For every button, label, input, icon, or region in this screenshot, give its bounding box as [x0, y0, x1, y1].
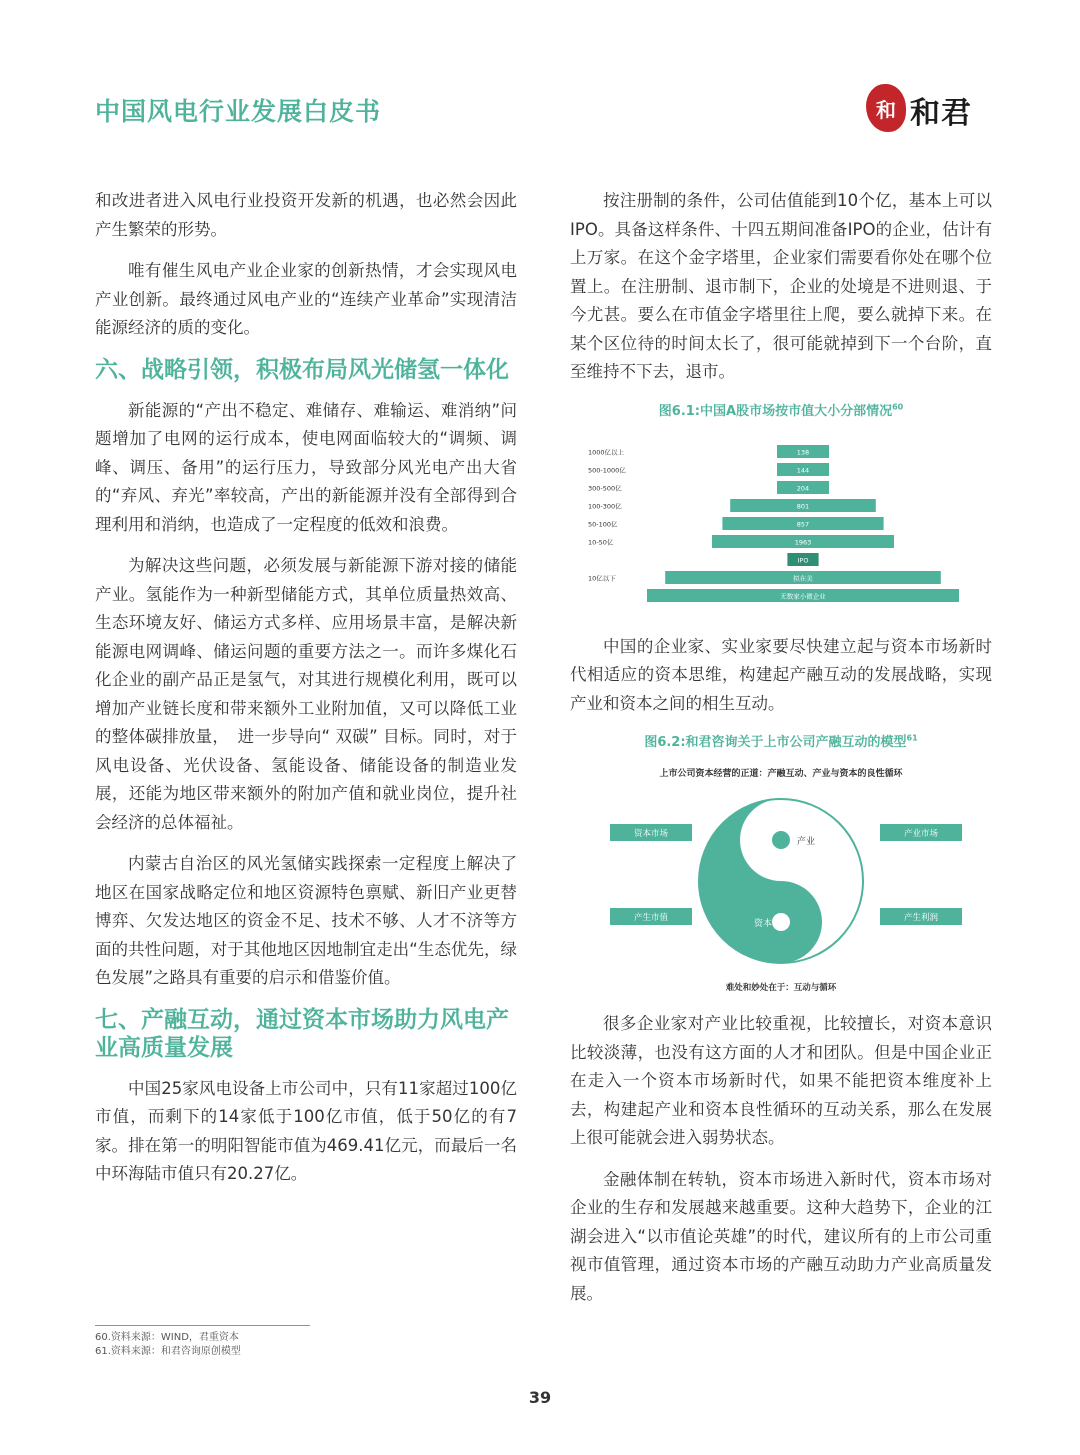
- pyramid-category-label: 50-100亿: [588, 520, 618, 528]
- section-heading-7: 七、产融互动，通过资本市场助力风电产业高质量发展: [95, 1006, 509, 1061]
- pyramid-bar-label: 1963: [794, 538, 812, 546]
- pyramid-category-label: 300-500亿: [588, 484, 622, 492]
- logo-text: 和君: [910, 96, 972, 131]
- logo-seal-icon: 和: [866, 84, 906, 132]
- pyramid-bar-label: 无数家小微企业: [780, 592, 826, 600]
- yin-yang-label-capital: 资本: [754, 919, 773, 929]
- figure-caption-text: 图6.2:和君咨询关于上市公司产融互动的模型: [644, 735, 907, 750]
- footnote-61: 61.资料来源：和君咨询原创模型: [95, 1346, 241, 1357]
- yin-yang-label-industry: 产业: [797, 837, 816, 847]
- figure-caption-6-2: [570, 731, 992, 750]
- pyramid-bar-label: 204: [796, 484, 810, 492]
- paragraph: 中国的企业家、实业家要尽快建立起与资本市场新时代相适应的资本思维，构建起产融互动的发展战略，实现产业和资本之间的相生互动。: [570, 636, 992, 713]
- model-footer: 难处和妙处在于：互动与循环: [725, 983, 837, 993]
- figure-caption-text: 图6.1:中国A股市场按市值大小分部情况: [658, 403, 893, 419]
- figure-caption-6-1: [570, 400, 992, 419]
- left-column: [95, 187, 517, 1202]
- paragraph: 唯有催生风电产业企业家的创新热情，才会实现风电产业创新。最终通过风电产业的“连续产业革命”实现清洁能源经济的质的变化。: [95, 261, 517, 337]
- yin-yang-icon: [699, 799, 863, 963]
- pyramid-category-label: 1000亿以上: [588, 448, 625, 456]
- paragraph: 按注册制的条件，公司估值能到10个亿，基本上可以IPO。具备这样条件、十四五期间准备IPO的企业，估计有上万家。在这个金字塔里，企业家们需要看你处在哪个位置上。在注册制、退市制下，企业的处境是不进则退、于今尤甚。要么在市值金字塔里往上爬，要么就掉下来。在某个区位待的时间太长了，很可能就掉到下一个台阶，直至维持不下去，退市。: [570, 191, 992, 381]
- paragraph: 中国25家风电设备上市公司中，只有11家超过100亿市值，而剩下的14家低于100亿市值，低于50亿的有7家。排在第一的明阳智能市值为469.41亿元，而最后一名中环海陆市值只有20.27亿。: [95, 1078, 517, 1183]
- pyramid-category-label: 100-300亿: [588, 502, 622, 510]
- footnote-60: 60.资料来源：WIND，君重资本: [95, 1332, 239, 1343]
- pyramid-bar-label: 拟在美: [793, 574, 813, 582]
- pyramid-bar-label: 138: [796, 448, 810, 456]
- footnote-ref: 60: [892, 402, 904, 412]
- paragraph: 和改进者进入风电行业投资开发新的机遇，也必然会因此产生繁荣的形势。: [95, 191, 517, 239]
- box-capital-market-label: 资本市场: [633, 829, 669, 839]
- pyramid-bar-label: 857: [796, 520, 810, 528]
- paragraph: 为解决这些问题，必须发展与新能源下游对接的储能产业。氢能作为一种新型储能方式，其单位质量热效高、生态环境友好、储运方式多样、应用场景丰富，是解决新能源电网调峰、储运问题的重要方法之一。而许多煤化石化企业的副产品正是氢气，对其进行规模化利用，既可以增加产业链长度和带来额外工业附加值，又可以降低工业的整体碳排放量， 进一步导向“ 双碳” 目标。同时，对于风电设备、光伏设备、氢能设备、储能设备的制造业发展，还能为地区带来额外的附加产值和就业岗位，提升社会经济的总体福祉。: [95, 556, 517, 832]
- pyramid-bar-label: IPO: [797, 556, 809, 564]
- pyramid-bar-label: 801: [796, 502, 810, 510]
- pyramid-category-label: 10-50亿: [588, 538, 614, 546]
- model-heading: 上市公司资本经营的正道：产融互动、产业与资本的良性循环: [659, 769, 903, 779]
- pyramid-bar-label: 144: [796, 466, 810, 474]
- paragraph: 金融体制在转轨，资本市场进入新时代，资本市场对企业的生存和发展越来越重要。这种大趋势下，企业的江湖会进入“以市值论英雄”的时代，建议所有的上市公司重视市值管理，通过资本市场的产融互动助力产业高质量发展。: [570, 1169, 992, 1303]
- paragraph: 内蒙古自治区的风光氢储实践探索一定程度上解决了地区在国家战略定位和地区资源特色禀赋、新旧产业更替博弈、欠发达地区的资金不足、技术不够、人才不济等方面的共性问题，对于其他地区因地制宜走出“生态优先，绿色发展”之路具有重要的启示和借鉴价值。: [95, 854, 517, 987]
- market-cap-pyramid-chart: [570, 425, 992, 615]
- pyramid-category-label: 500-1000亿: [588, 466, 626, 474]
- footnotes: [95, 1325, 310, 1359]
- pyramid-category-label: 10亿以下: [588, 574, 616, 582]
- paragraph: 新能源的“产出不稳定、难储存、难输运、难消纳”问题增加了电网的运行成本，使电网面临较大的“调频、调峰、调压、备用”的运行压力，导致部分风光电产出大省的“弃风、弃光”率较高，产出的新能源并没有全部得到合理利用和消纳，也造成了一定程度的低效和浪费。: [95, 400, 517, 534]
- industry-capital-model-diagram: [570, 756, 992, 1006]
- page-header-title: 中国风电行业发展白皮书: [95, 97, 382, 126]
- page-number: 39: [528, 1388, 552, 1407]
- brand-logo: [866, 80, 986, 138]
- box-profit-label: 产生利润: [903, 913, 939, 923]
- section-heading-6: 六、战略引领，积极布局风光储氢一体化: [95, 356, 509, 383]
- footnote-ref: 61: [906, 733, 918, 743]
- box-market-value-label: 产生市值: [633, 913, 669, 923]
- paragraph: 很多企业家对产业比较重视，比较擅长，对资本意识比较淡薄，也没有这方面的人才和团队。但是中国企业正在走入一个资本市场新时代，如果不能把资本维度补上去，构建起产业和资本良性循环的互动关系，那么在发展上很可能就会进入弱势状态。: [570, 1014, 992, 1147]
- box-industry-market-label: 产业市场: [903, 829, 939, 839]
- right-column: [570, 187, 992, 1321]
